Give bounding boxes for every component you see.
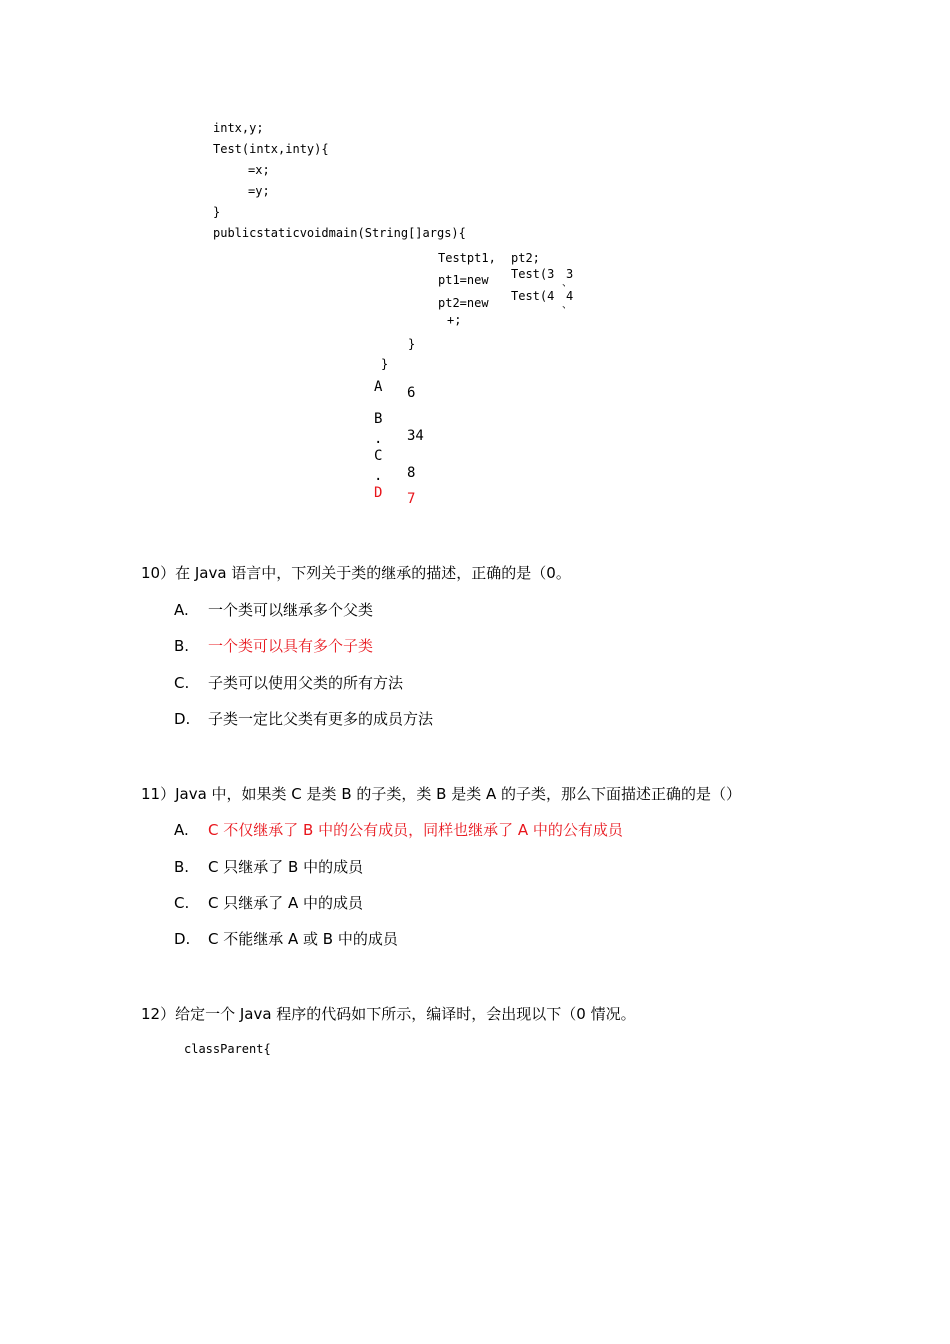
code-col3-line1: 3 xyxy=(566,267,574,281)
q9-option-d-letter: D xyxy=(374,485,383,501)
code-col1-line4: +; xyxy=(447,313,462,327)
q9-option-a-value: 6 xyxy=(407,385,416,401)
q10-option-c-label: C. xyxy=(174,674,190,692)
q10-option-d-text: 子类一定比父类有更多的成员方法 xyxy=(208,710,434,728)
q9-option-b-dot: . xyxy=(374,431,383,447)
q9-option-d-value: 7 xyxy=(407,491,416,507)
q11-option-a-text: C 不仅继承了 B 中的公有成员，同样也继承了 A 中的公有成员 xyxy=(208,821,623,839)
code-col1-line2: pt1=new xyxy=(438,273,489,287)
q9-option-c-letter: C xyxy=(374,448,383,464)
code-line-assign-x: =x; xyxy=(248,163,270,177)
code-line-close-brace: } xyxy=(213,205,221,219)
code-col3-line2: 、 xyxy=(562,278,572,289)
code-inner-close-brace: } xyxy=(408,337,416,351)
code-col1-line1: Testpt1, xyxy=(438,251,496,265)
code-outer-close-brace: } xyxy=(381,357,389,371)
q11-question: 11）Java 中，如果类 C 是类 B 的子类，类 B 是类 A 的子类，那么下面描述正确的是（） xyxy=(141,785,742,803)
q11-option-b-text: C 只继承了 B 中的成员 xyxy=(208,858,364,876)
code-col1-line3: pt2=new xyxy=(438,296,489,310)
q11-option-c-text: C 只继承了 A 中的成员 xyxy=(208,894,364,912)
q9-option-c-dot: . xyxy=(374,468,383,484)
q10-option-a-text: 一个类可以继承多个父类 xyxy=(208,601,374,619)
q10-option-b-text: 一个类可以具有多个子类 xyxy=(208,637,374,655)
q11-option-c-label: C. xyxy=(174,894,190,912)
q11-option-d-label: D. xyxy=(174,930,191,948)
q11-option-b-label: B. xyxy=(174,858,190,876)
q12-question: 12）给定一个 Java 程序的代码如下所示，编译时，会出现以下（0 情况。 xyxy=(141,1005,636,1023)
q11-option-a-label: A. xyxy=(174,821,189,839)
q10-option-a-label: A. xyxy=(174,601,189,619)
code-col2-line1: pt2; xyxy=(511,251,540,265)
code-line-fields: intx,y; xyxy=(213,121,264,135)
code-col3-line3: 4 xyxy=(566,289,574,303)
q10-question: 10）在 Java 语言中，下列关于类的继承的描述，正确的是（0。 xyxy=(141,564,571,582)
q10-option-b-label: B. xyxy=(174,637,190,655)
code-line-assign-y: =y; xyxy=(248,184,270,198)
q12-code-line-class-parent: classParent{ xyxy=(184,1042,271,1056)
q10-option-d-label: D. xyxy=(174,710,191,728)
code-col3-line4: 、 xyxy=(562,300,572,311)
q9-option-c-value: 8 xyxy=(407,465,416,481)
q11-option-d-text: C 不能继承 A 或 B 中的成员 xyxy=(208,930,398,948)
q9-option-b-value: 34 xyxy=(407,428,424,444)
code-line-constructor: Test(intx,inty){ xyxy=(213,142,329,156)
code-col2-line2: Test(3 xyxy=(511,267,555,281)
q9-option-b-letter: B xyxy=(374,411,383,427)
code-col2-line3: Test(4 xyxy=(511,289,555,303)
q10-option-c-text: 子类可以使用父类的所有方法 xyxy=(208,674,404,692)
code-line-main: publicstaticvoidmain(String[]args){ xyxy=(213,226,466,240)
q9-option-a-letter: A xyxy=(374,379,383,395)
